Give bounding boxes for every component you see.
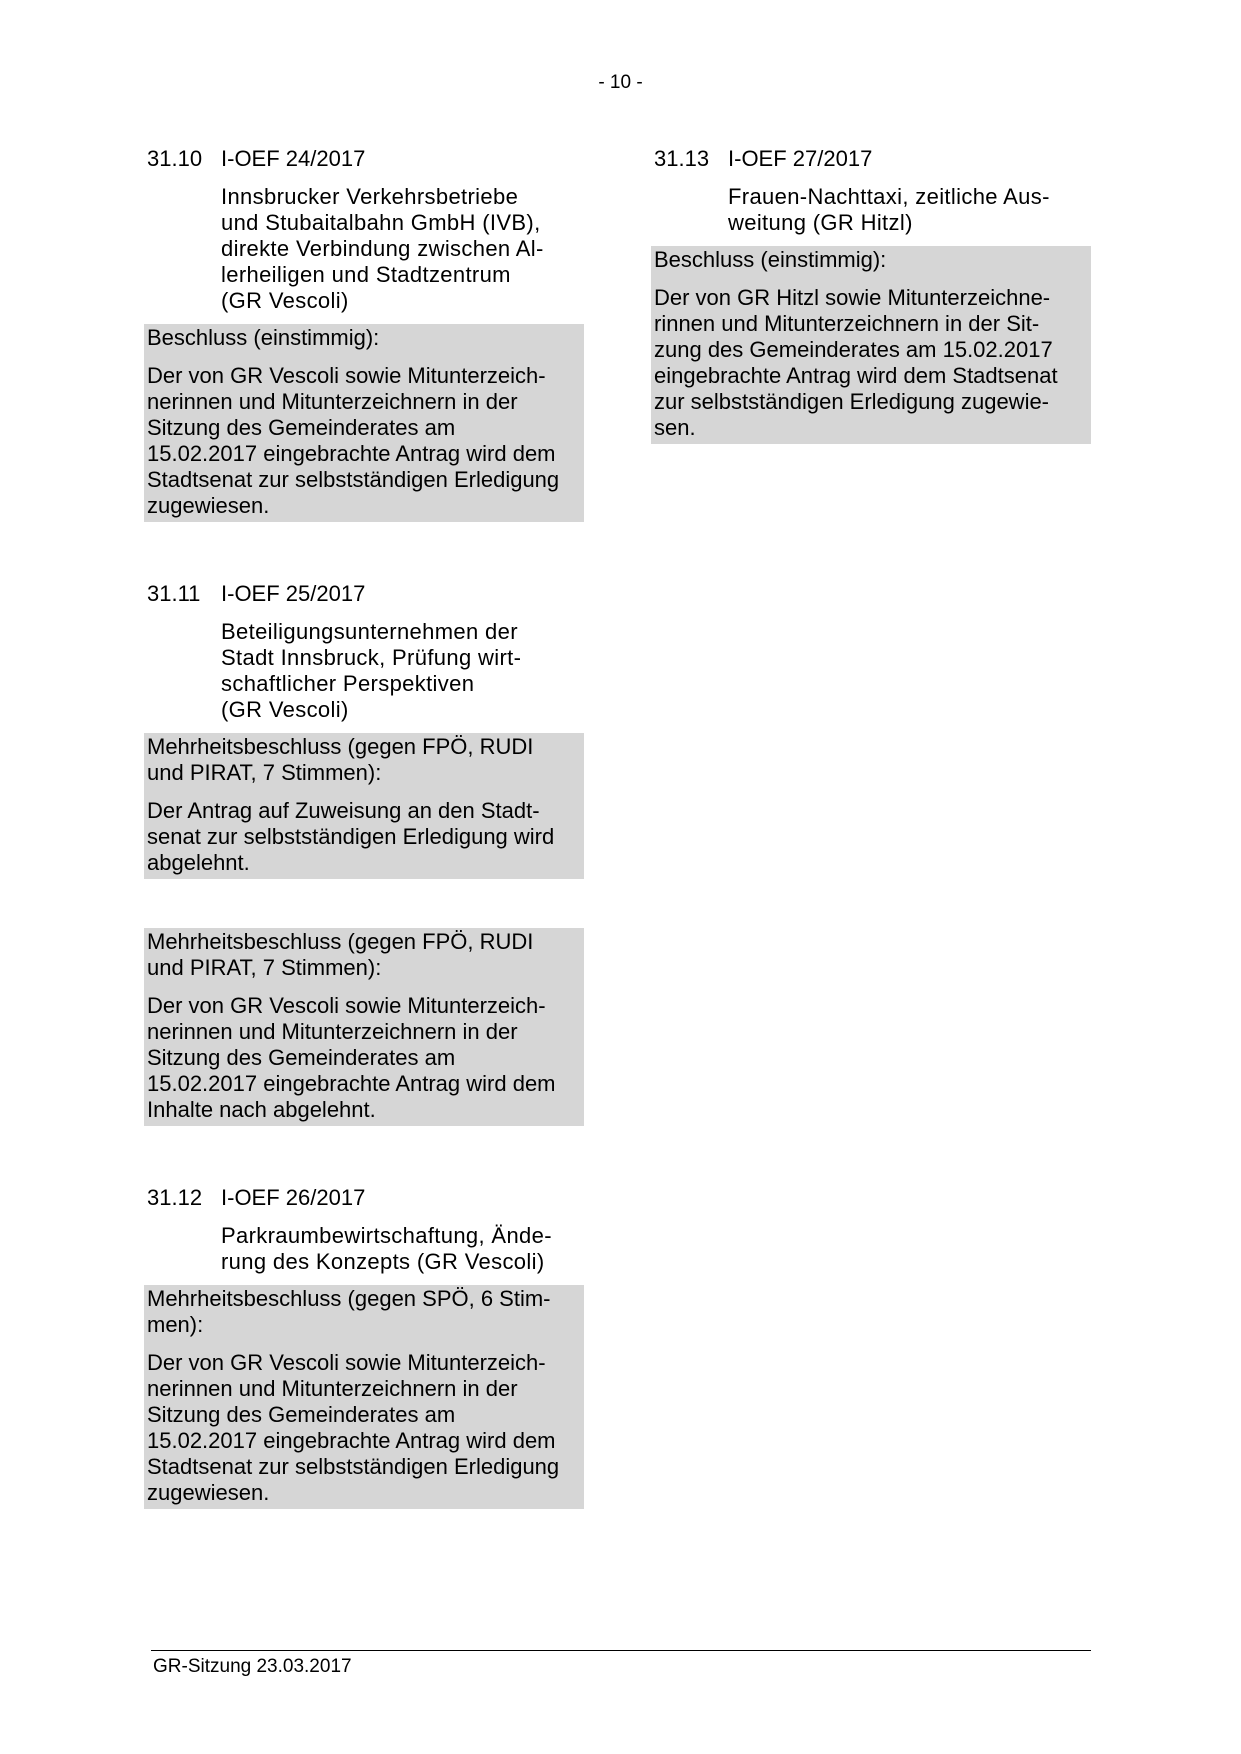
decision-body <box>147 798 584 876</box>
decision-body-line: Inhalte nach abgelehnt. <box>147 1097 376 1122</box>
title-line: Frauen-Nachttaxi, zeitliche Aus- <box>728 184 1050 209</box>
agenda-item-31-10 <box>144 146 584 522</box>
decision-body-line: sen. <box>654 415 696 440</box>
item-code: I-OEF 25/2017 <box>221 581 366 606</box>
decision-box <box>144 928 584 1126</box>
decision-box <box>144 733 584 879</box>
decision-head-line: Beschluss (einstimmig): <box>147 325 380 350</box>
decision-body-line: nerinnen und Mitunterzeichnern in der <box>147 1019 518 1044</box>
decision-body-line: eingebrachte Antrag wird dem Stadtsenat <box>654 363 1058 388</box>
decision-head <box>654 247 1091 273</box>
item-number: 31.13 <box>654 146 710 171</box>
right-column <box>651 146 1091 466</box>
decision-body-line: 15.02.2017 eingebrachte Antrag wird dem <box>147 1428 556 1453</box>
agenda-item-31-13 <box>651 146 1091 444</box>
decision-box <box>651 246 1091 444</box>
decision-body-line: nerinnen und Mitunterzeichnern in der <box>147 389 518 414</box>
title-line: lerheiligen und Stadtzentrum <box>221 262 511 287</box>
decision-body-line: Stadtsenat zur selbstständigen Erledigung <box>147 1454 560 1479</box>
decision-body-line: zugewiesen. <box>147 1480 270 1505</box>
title-line: Beteiligungsunternehmen der <box>221 619 518 644</box>
decision-head-line: Mehrheitsbeschluss (gegen FPÖ, RUDI <box>147 734 534 759</box>
item-title <box>728 184 1091 236</box>
item-header <box>147 146 584 172</box>
title-line: und Stubaitalbahn GmbH (IVB), <box>221 210 541 235</box>
title-line: rung des Konzepts (GR Vescoli) <box>221 1249 545 1274</box>
decision-box <box>144 324 584 522</box>
decision-head-line: Mehrheitsbeschluss (gegen SPÖ, 6 Stim- <box>147 1286 551 1311</box>
decision-box <box>144 1285 584 1509</box>
title-line: schaftlicher Perspektiven <box>221 671 475 696</box>
title-line: Stadt Innsbruck, Prüfung wirt- <box>221 645 522 670</box>
left-column <box>144 146 584 1531</box>
item-title <box>221 619 584 723</box>
decision-head-line: und PIRAT, 7 Stimmen): <box>147 760 382 785</box>
decision-body <box>654 285 1091 441</box>
item-code: I-OEF 27/2017 <box>728 146 873 171</box>
footer-divider <box>151 1650 1091 1651</box>
title-line: (GR Vescoli) <box>221 288 349 313</box>
decision-body-line: Der Antrag auf Zuweisung an den Stadt- <box>147 798 540 823</box>
decision-body-line: 15.02.2017 eingebrachte Antrag wird dem <box>147 441 556 466</box>
item-number: 31.10 <box>147 146 203 171</box>
decision-head <box>147 929 584 981</box>
decision-body-line: Sitzung des Gemeinderates am <box>147 415 456 440</box>
item-code: I-OEF 24/2017 <box>221 146 366 171</box>
decision-body-line: Sitzung des Gemeinderates am <box>147 1402 456 1427</box>
title-line: Innsbrucker Verkehrsbetriebe <box>221 184 519 209</box>
decision-head-line: men): <box>147 1312 204 1337</box>
item-number: 31.11 <box>147 581 201 606</box>
decision-body <box>147 1350 584 1506</box>
decision-body-line: senat zur selbstständigen Erledigung wird <box>147 824 555 849</box>
decision-body <box>147 363 584 519</box>
decision-body-line: Der von GR Vescoli sowie Mitunterzeich- <box>147 993 546 1018</box>
decision-body-line: zur selbstständigen Erledigung zugewie- <box>654 389 1050 414</box>
decision-head-line: Mehrheitsbeschluss (gegen FPÖ, RUDI <box>147 929 534 954</box>
decision-body <box>147 993 584 1123</box>
title-line: direkte Verbindung zwischen Al- <box>221 236 544 261</box>
decision-body-line: Der von GR Vescoli sowie Mitunterzeich- <box>147 363 546 388</box>
title-line: Parkraumbewirtschaftung, Ände- <box>221 1223 552 1248</box>
item-title <box>221 184 584 314</box>
decision-body-line: Der von GR Hitzl sowie Mitunterzeichne- <box>654 285 1051 310</box>
decision-head-line: und PIRAT, 7 Stimmen): <box>147 955 382 980</box>
decision-body-line: Sitzung des Gemeinderates am <box>147 1045 456 1070</box>
decision-body-line: abgelehnt. <box>147 850 250 875</box>
decision-head <box>147 734 584 786</box>
decision-body-line: zung des Gemeinderates am 15.02.2017 <box>654 337 1053 362</box>
item-header <box>147 581 584 607</box>
footer-text: GR-Sitzung 23.03.2017 <box>153 1656 352 1677</box>
title-line: (GR Vescoli) <box>221 697 349 722</box>
decision-body-line: 15.02.2017 eingebrachte Antrag wird dem <box>147 1071 556 1096</box>
agenda-item-31-11 <box>144 581 584 1126</box>
item-code: I-OEF 26/2017 <box>221 1185 366 1210</box>
item-title <box>221 1223 584 1275</box>
decision-body-line: Stadtsenat zur selbstständigen Erledigung <box>147 467 560 492</box>
decision-head-line: Beschluss (einstimmig): <box>654 247 887 272</box>
decision-body-line: nerinnen und Mitunterzeichnern in der <box>147 1376 518 1401</box>
decision-body-line: Der von GR Vescoli sowie Mitunterzeich- <box>147 1350 546 1375</box>
decision-body-line: zugewiesen. <box>147 493 270 518</box>
decision-head <box>147 325 584 351</box>
agenda-item-31-12 <box>144 1185 584 1509</box>
item-header <box>147 1185 584 1211</box>
item-header <box>654 146 1091 172</box>
decision-body-line: rinnen und Mitunterzeichnern in der Sit- <box>654 311 1040 336</box>
title-line: weitung (GR Hitzl) <box>728 210 913 235</box>
item-number: 31.12 <box>147 1185 203 1210</box>
page-number: - 10 - <box>598 72 643 93</box>
decision-head <box>147 1286 584 1338</box>
